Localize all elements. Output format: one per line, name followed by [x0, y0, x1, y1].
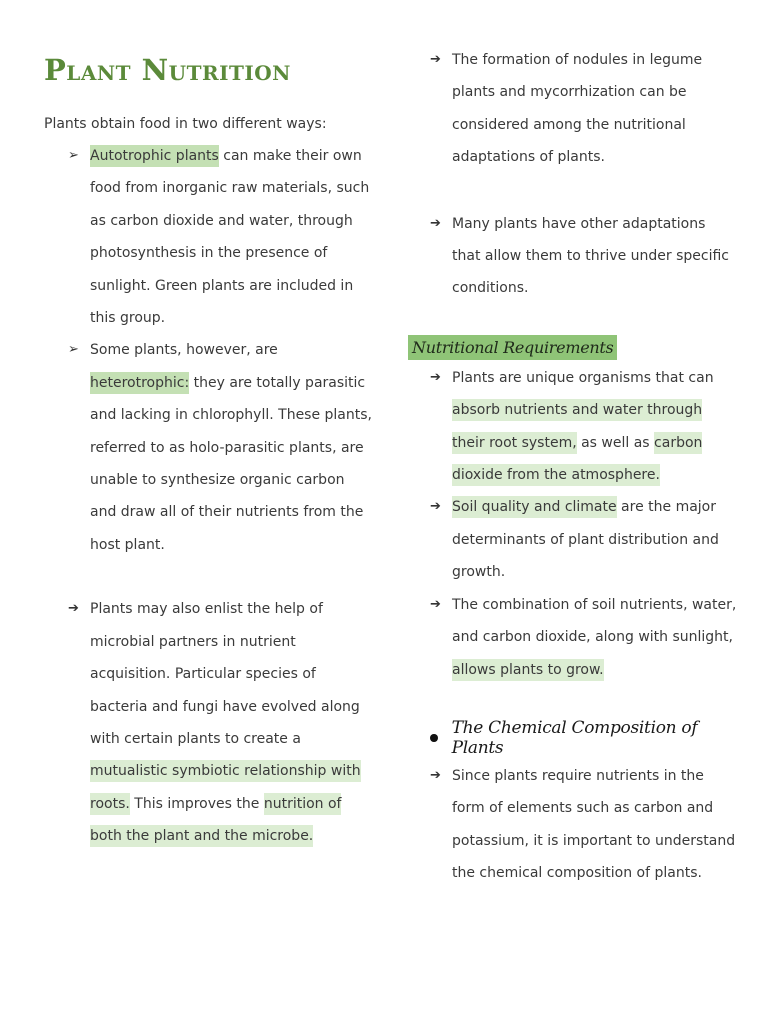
triangle-bullet-icon: ➢ — [68, 148, 79, 163]
bullet-text: Some plants, however, are heterotrophic: they are totally parasitic and lacking in chlorophyll. These plants, referred to as holo-parasitic plants, are unable to synthesize organic carbon and draw all of their nutrients from the host plant. — [90, 342, 372, 553]
heading-text: The Chemical Composition of Plants — [451, 717, 698, 758]
arrow-bullet-icon: ➔ — [430, 596, 441, 612]
bullet-text: Autotrophic plants can make their own food from inorganic raw materials, such as carbon dioxide and water, through photosynthesis in the presence of sunlight. Green plants are included in this group. — [90, 140, 374, 334]
bullet-text: Plants are unique organisms that can absorb nutrients and water through their root system, as well as carbon dioxide from the atmosphere. — [452, 362, 738, 492]
bullet-autotrophic — [68, 140, 374, 334]
left-column — [44, 52, 374, 853]
highlight-carbon-dioxide: carbon dioxide from the atmosphere. — [452, 432, 702, 486]
highlight-mutualistic: mutualistic symbiotic relationship with roots. — [90, 760, 361, 814]
bullet-text: The combination of soil nutrients, water, and carbon dioxide, along with sunlight, allows plants to grow. — [452, 589, 738, 686]
bullet-soil-climate — [430, 491, 738, 588]
bullet-absorb — [430, 362, 738, 492]
bullet-text: The formation of nodules in legume plants and mycorrhization can be considered among the nutritional adaptations of plants. — [452, 52, 703, 166]
highlight-allows-grow: allows plants to grow. — [452, 659, 604, 681]
arrow-bullet-icon: ➔ — [430, 52, 441, 67]
bullet-combination — [430, 589, 738, 686]
intro-text: Plants obtain food in two different ways: — [44, 116, 327, 132]
bullet-text: Soil quality and climate are the major determinants of plant distribution and growth. — [452, 491, 738, 588]
highlight-heterotrophic: heterotrophic: — [90, 372, 189, 394]
triangle-bullet-icon: ➢ — [68, 342, 79, 358]
bullet-adaptations — [430, 208, 738, 305]
highlight-nutrition: nutrition of both the plant and the microbe. — [90, 793, 341, 847]
arrow-bullet-icon: ➔ — [430, 767, 441, 783]
heading-chemical-composition — [408, 718, 738, 758]
arrow-bullet-icon: ➔ — [430, 369, 441, 385]
bullet-microbial-partners — [68, 593, 374, 852]
highlight-absorb: absorb nutrients and water through their root system, — [452, 399, 702, 453]
highlight-soil-climate: Soil quality and climate — [452, 496, 617, 518]
bullet-heterotrophic — [68, 334, 374, 561]
bullet-text: Many plants have other adaptations that allow them to thrive under specific conditions. — [452, 215, 729, 297]
arrow-bullet-icon: ➔ — [430, 215, 441, 231]
dot-bullet-icon — [430, 734, 438, 742]
page-title: Plant Nutrition — [44, 53, 291, 87]
arrow-bullet-icon: ➔ — [430, 499, 441, 515]
section-heading-nutritional-requirements: Nutritional Requirements — [408, 335, 617, 360]
bullet-text: Plants may also enlist the help of microbial partners in nutrient acquisition. Particular species of bacteria and fungi have evolved along with certain plants to create a mutualistic symbiotic relationship with roots. This improves the nutrition of both the plant and the microbe. — [90, 593, 374, 852]
bullet-text: Since plants require nutrients in the form of elements such as carbon and potassium, it is important to understand the chemical composition of plants. — [452, 767, 736, 882]
right-column — [408, 44, 738, 890]
arrow-bullet-icon: ➔ — [68, 601, 79, 617]
bullet-nodules — [430, 44, 738, 174]
highlight-autotrophic: Autotrophic plants — [90, 145, 219, 167]
bullet-chemical — [430, 760, 738, 890]
